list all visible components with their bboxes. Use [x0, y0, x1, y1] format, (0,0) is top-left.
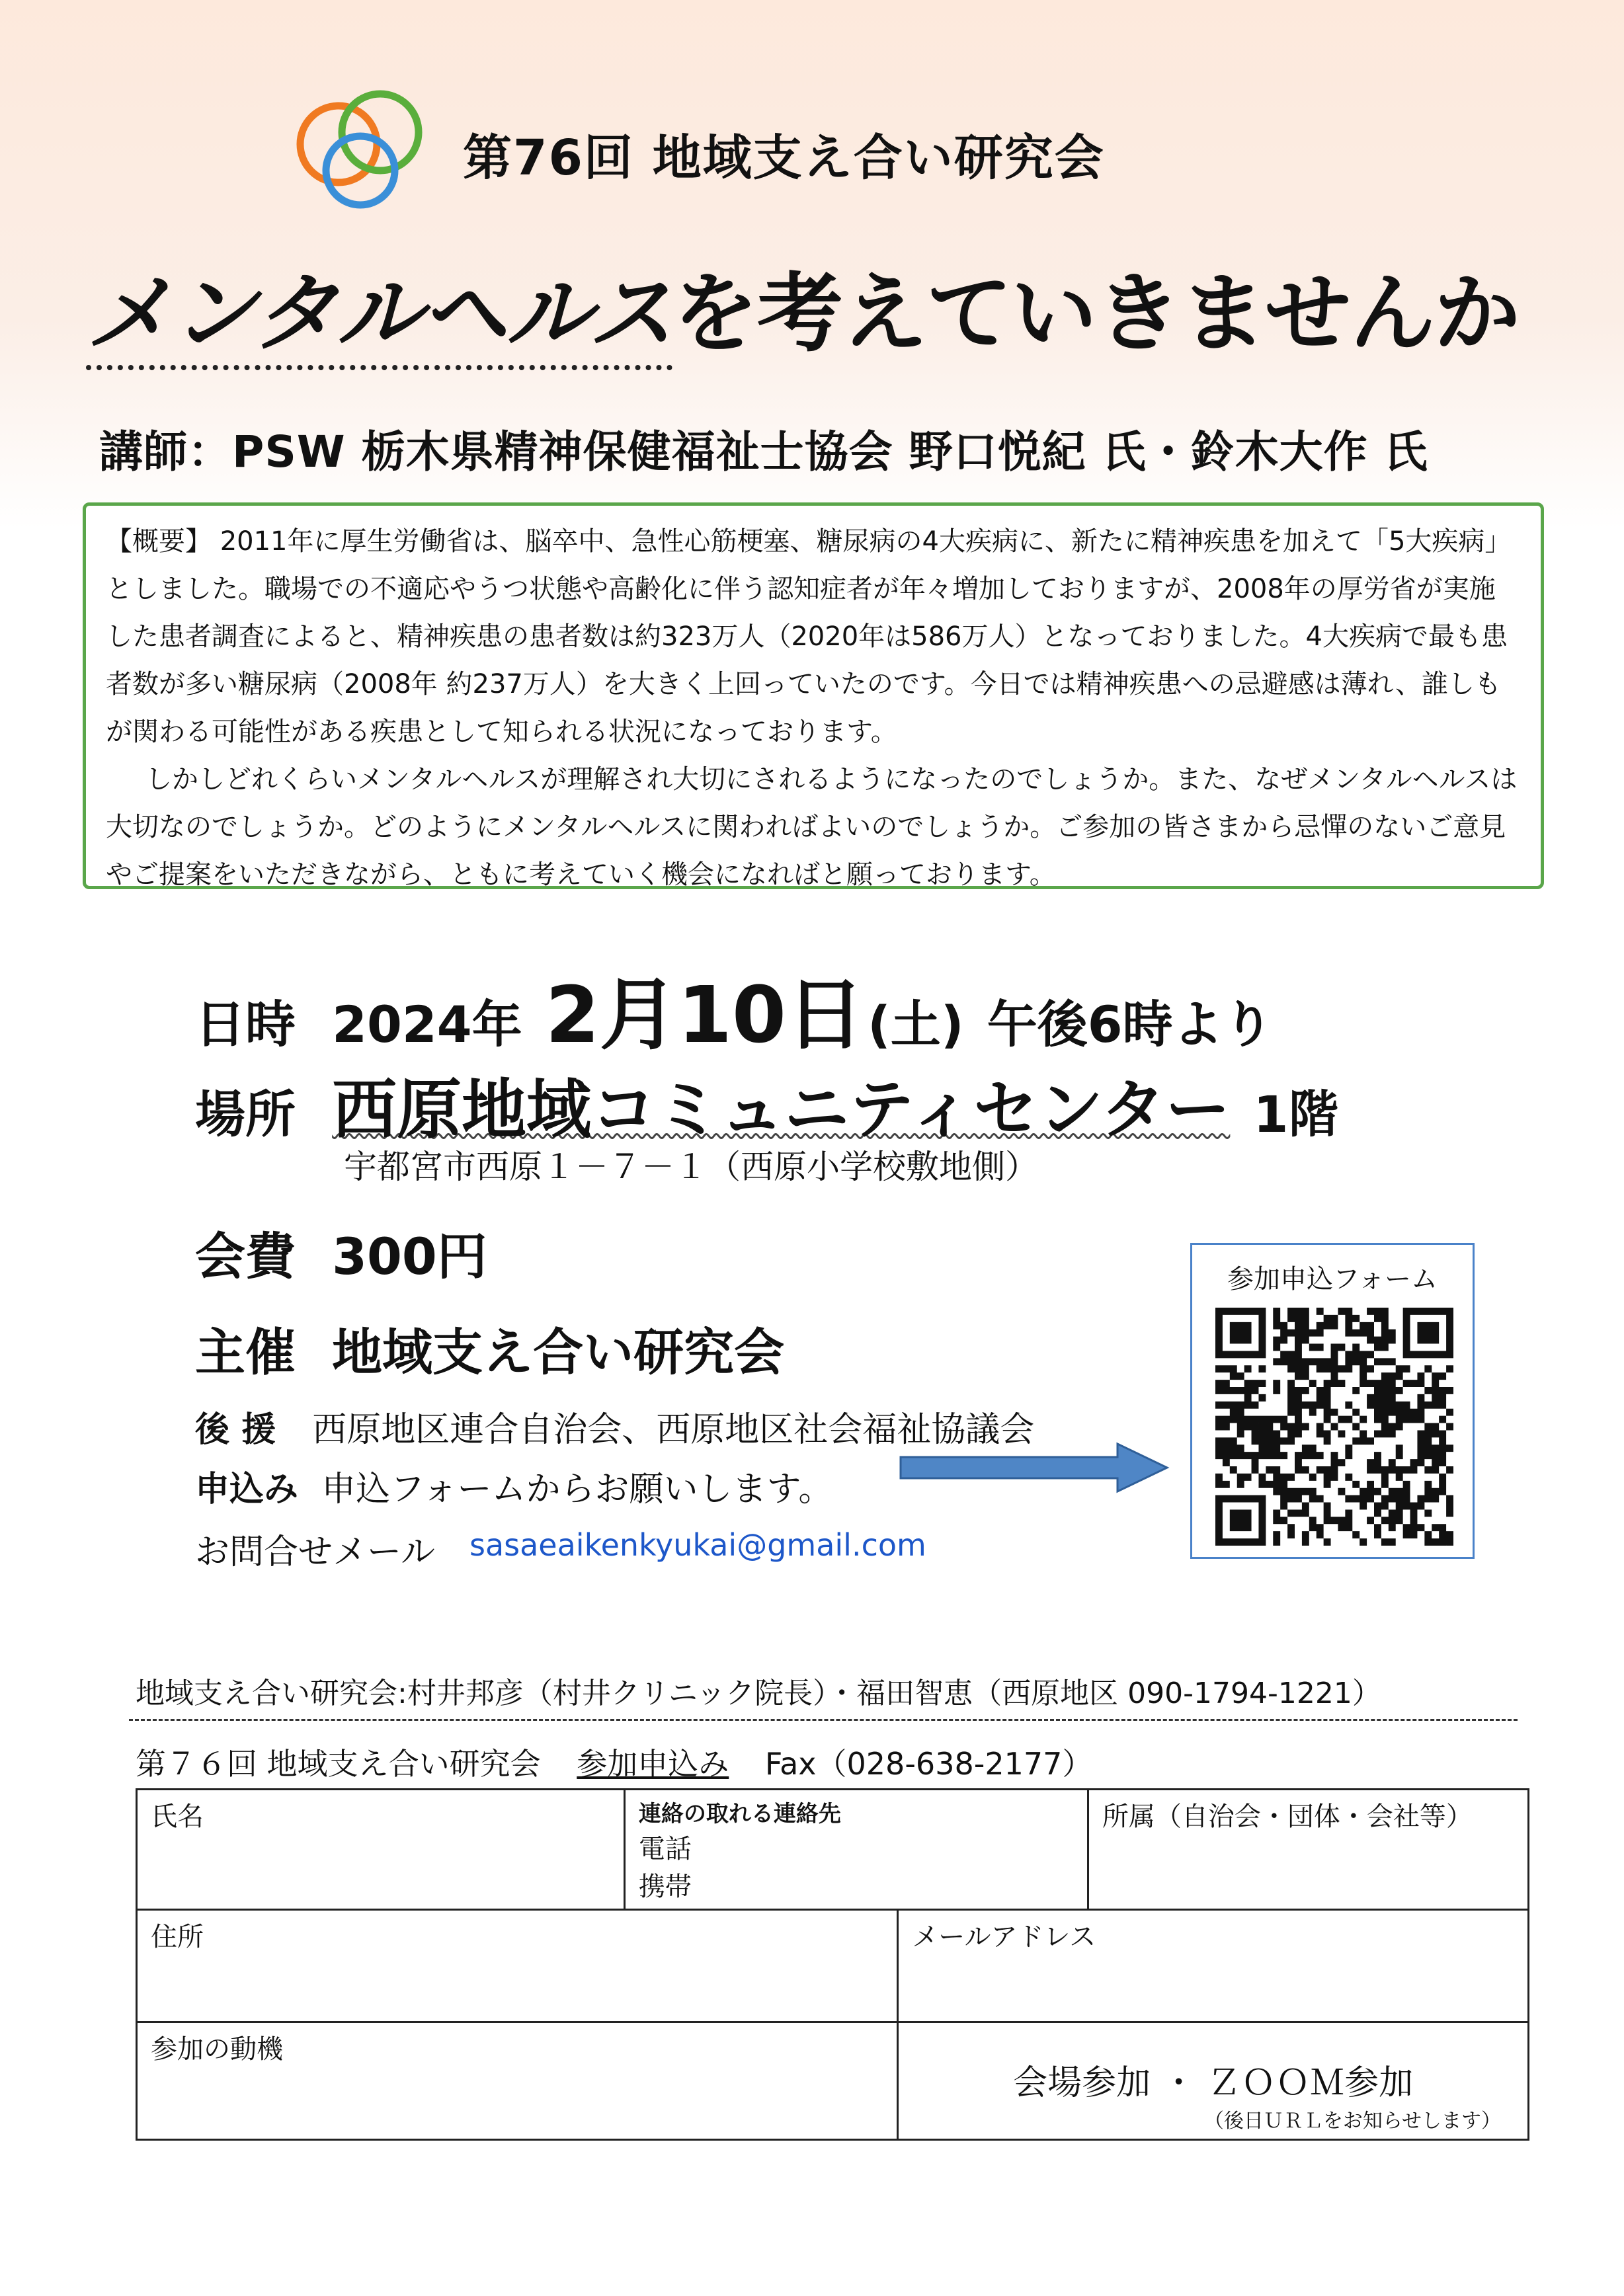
- form-affiliation-field[interactable]: [1088, 1790, 1528, 1910]
- main-title-rest: を考えていきませんか: [672, 263, 1519, 364]
- qr-code-icon[interactable]: [1215, 1308, 1453, 1546]
- form-name-field[interactable]: [137, 1790, 625, 1910]
- contact-label: お問合せメール: [195, 1532, 435, 1572]
- date-weekday: (土): [868, 995, 964, 1054]
- place-address: 宇都宮市西原１－７－１（西原小学校敷地側）: [344, 1148, 1038, 1186]
- form-motive-label: 参加の動機: [151, 2034, 283, 2065]
- contact-email-link[interactable]: sasaeaikenkyukai@gmail.com: [469, 1527, 926, 1563]
- summary-paragraph-1: 【概要】 2011年に厚生労働省は、脳卒中、急性心筋梗塞、糖尿病の4大疾病に、新たに精神疾患を加えて「5大疾病」としました。職場での不適応やうつ状態や高齢化に伴う認知症者が年々増加しておりますが、2008年の厚労省が実施した患者調査によると、精神疾患の患者数は約323万人（2020年は586万人）となっておりました。4大疾病で最も患者数が多い糖尿病（2008年 約237万人）を大きく上回っていたのです。今日では精神疾患への忌避感は薄れ、誰しもが関わる可能性がある疾患として知られる状況になっております。: [106, 526, 1512, 747]
- form-email-label: メールアドレス: [912, 1922, 1096, 1952]
- event-subtitle: 第76回 地域支え合い研究会: [463, 130, 1105, 186]
- date-row: [195, 952, 1274, 1064]
- date-year: 2024年: [332, 995, 522, 1054]
- summary-box: [83, 502, 1544, 889]
- footer-contact: 地域支え合い研究会:村井邦彦（村井クリニック院長）・福田智恵（西原地区 090-1794-1221）: [136, 1677, 1381, 1710]
- form-email-field[interactable]: [898, 1910, 1529, 2022]
- host-row: [195, 1312, 784, 1384]
- fee-row: [195, 1216, 487, 1288]
- form-mobile-label: 携帯: [638, 1872, 692, 1902]
- form-choice-note: （後日ＵＲＬをお知らせします）: [1203, 2110, 1501, 2133]
- form-choice-options[interactable]: 会場参加 ・ ＺＯＯＭ参加: [1013, 2063, 1414, 2103]
- form-title-event: 第７６回 地域支え合い研究会: [136, 1746, 541, 1782]
- apply-label: 申込み: [195, 1470, 299, 1509]
- form-phone-label: 電話: [638, 1834, 692, 1864]
- cut-line-divider: [129, 1719, 1518, 1721]
- qr-code-box[interactable]: [1190, 1243, 1475, 1559]
- fee-label: 会費: [195, 1227, 296, 1286]
- form-attendance-choice[interactable]: [898, 2022, 1529, 2140]
- arrow-right-icon: [899, 1441, 1170, 1494]
- main-title: [86, 245, 1519, 368]
- form-contact-field[interactable]: [624, 1790, 1088, 1910]
- date-time: 午後6時より: [987, 995, 1274, 1054]
- place-floor: 1階: [1253, 1085, 1339, 1144]
- form-name-label: 氏名: [151, 1801, 204, 1832]
- support-label: 後 援: [195, 1410, 276, 1450]
- fee-value: 300円: [332, 1227, 487, 1286]
- logo-three-rings-icon: [291, 86, 430, 212]
- form-title-apply: 参加申込み: [577, 1746, 729, 1782]
- form-affiliation-label: 所属（自治会・団体・会社等）: [1102, 1801, 1473, 1832]
- date-month-day: 2月10日: [545, 969, 865, 1060]
- host-value: 地域支え合い研究会: [332, 1323, 785, 1382]
- form-title-fax: Fax（028-638-2177）: [764, 1746, 1093, 1782]
- qr-title: 参加申込フォーム: [1227, 1264, 1438, 1294]
- contact-row: [195, 1524, 435, 1573]
- form-contact-head: 連絡の取れる連絡先: [638, 1801, 841, 1827]
- main-title-emphasis: メンタルヘルス: [86, 263, 672, 370]
- form-motive-field[interactable]: [137, 2022, 898, 2140]
- place-name: 西原地域コミュニティセンター: [332, 1072, 1231, 1148]
- place-row: [195, 1058, 1338, 1151]
- application-form: [136, 1788, 1529, 2141]
- summary-paragraph-2: しかしどれくらいメンタルヘルスが理解され大切にされるようになったのでしょうか。また、なぜメンタルヘルスは大切なのでしょうか。どのようにメンタルヘルスに関わればよいのでしょうか。ご参加の皆さまから忌憚のないご意見やご提案をいただきながら、ともに考えていく機会になればと願っております。: [106, 764, 1518, 890]
- support-value: 西原地区連合自治会、西原地区社会福祉協議会: [312, 1410, 1035, 1450]
- date-label: 日時: [195, 995, 296, 1054]
- host-label: 主催: [195, 1323, 296, 1382]
- lecturer-line: 講師：PSW 栃木県精神保健福祉士協会 野口悦紀 氏・鈴木大作 氏: [99, 426, 1428, 477]
- form-title: [136, 1740, 1092, 1784]
- form-address-label: 住所: [151, 1922, 204, 1952]
- apply-value: 申込フォームからお願いします。: [321, 1470, 833, 1509]
- form-address-field[interactable]: [137, 1910, 898, 2022]
- apply-row: [195, 1461, 832, 1511]
- place-label: 場所: [195, 1085, 296, 1144]
